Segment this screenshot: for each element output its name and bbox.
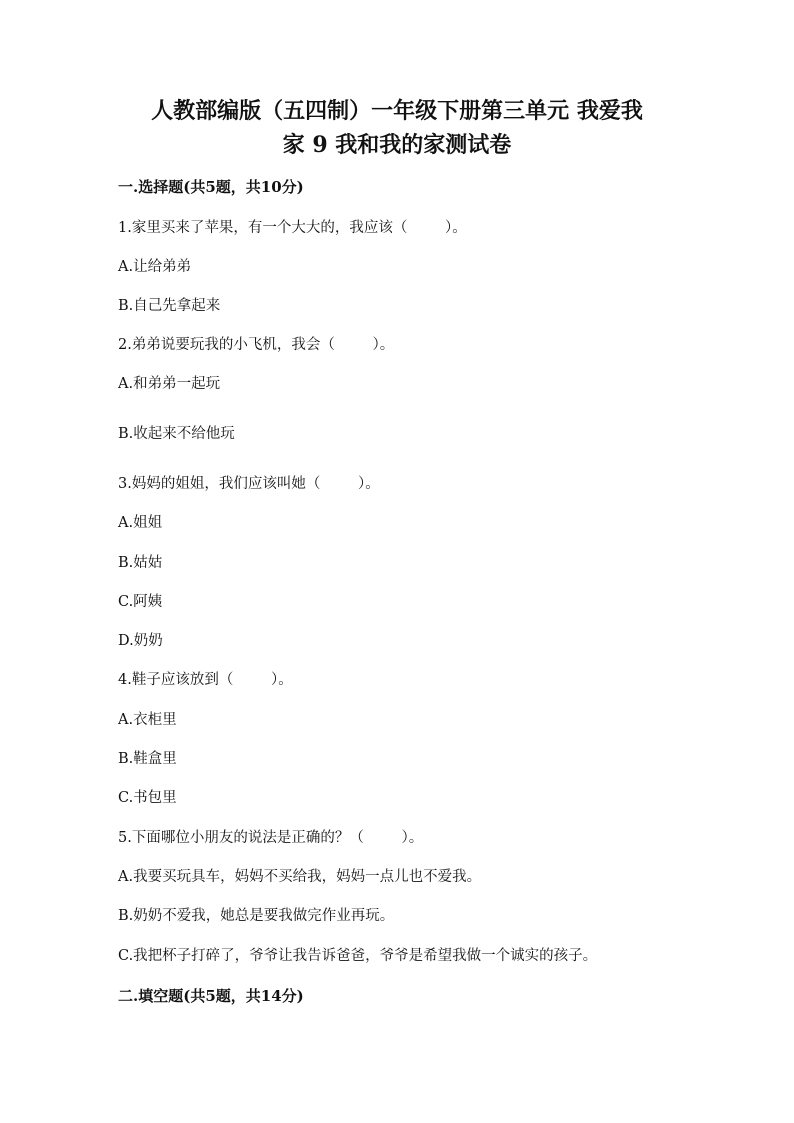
question-2-option-b: B.收起来不给他玩 — [118, 426, 235, 442]
question-4-stem-end: ）。 — [271, 672, 293, 688]
question-4-stem: 4.鞋子应该放到（ — [118, 672, 234, 688]
question-3-stem: 3.妈妈的姐姐，我们应该叫她（ — [118, 476, 321, 492]
question-3-option-a: A.姐姐 — [118, 515, 163, 531]
question-4-option-c: C.书包里 — [118, 790, 177, 806]
question-5 — [118, 828, 423, 848]
question-3-option-c: C.阿姨 — [118, 594, 163, 610]
question-4-option-b: B.鞋盒里 — [118, 751, 177, 767]
question-4-option-a: A.衣柜里 — [118, 712, 177, 728]
section-heading-fill-in: 二.填空题(共5题，共14分) — [118, 987, 304, 1005]
question-3-stem-end: ）。 — [358, 476, 380, 492]
section-heading-choice: 一.选择题(共5题，共10分) — [118, 178, 304, 196]
question-4 — [118, 670, 293, 690]
question-5-stem: 5.下面哪位小朋友的说法是正确的？（ — [118, 830, 364, 846]
question-2 — [118, 335, 394, 355]
question-1-stem-end: ）。 — [445, 220, 467, 236]
question-2-option-a: A.和弟弟一起玩 — [118, 376, 221, 392]
question-1-stem: 1.家里买来了苹果，有一个大大的，我应该（ — [118, 220, 408, 236]
question-2-stem-end: ）。 — [372, 337, 395, 353]
question-5-stem-end: ）。 — [401, 830, 424, 846]
question-3-option-b: B.姑姑 — [118, 555, 163, 571]
question-5-option-a: A.我要买玩具车，妈妈不买给我，妈妈一点儿也不爱我。 — [118, 869, 482, 885]
question-5-option-c: C.我把杯子打碎了，爷爷让我告诉爸爸，爷爷是希望我做一个诚实的孩子。 — [118, 948, 598, 964]
question-2-stem: 2.弟弟说要玩我的小飞机，我会（ — [118, 337, 335, 353]
question-5-option-b: B.奶奶不爱我，她总是要我做完作业再玩。 — [118, 908, 395, 924]
page-title-line-2: 家 9 我和我的家测试卷 — [282, 132, 512, 158]
question-1-option-b: B.自己先拿起来 — [118, 298, 221, 314]
question-3 — [118, 474, 380, 494]
page-title-line-1: 人教部编版（五四制）一年级下册第三单元 我爱我 — [151, 98, 643, 124]
question-3-option-d: D.奶奶 — [118, 633, 163, 649]
question-1-option-a: A.让给弟弟 — [118, 259, 192, 275]
question-1 — [118, 218, 467, 238]
